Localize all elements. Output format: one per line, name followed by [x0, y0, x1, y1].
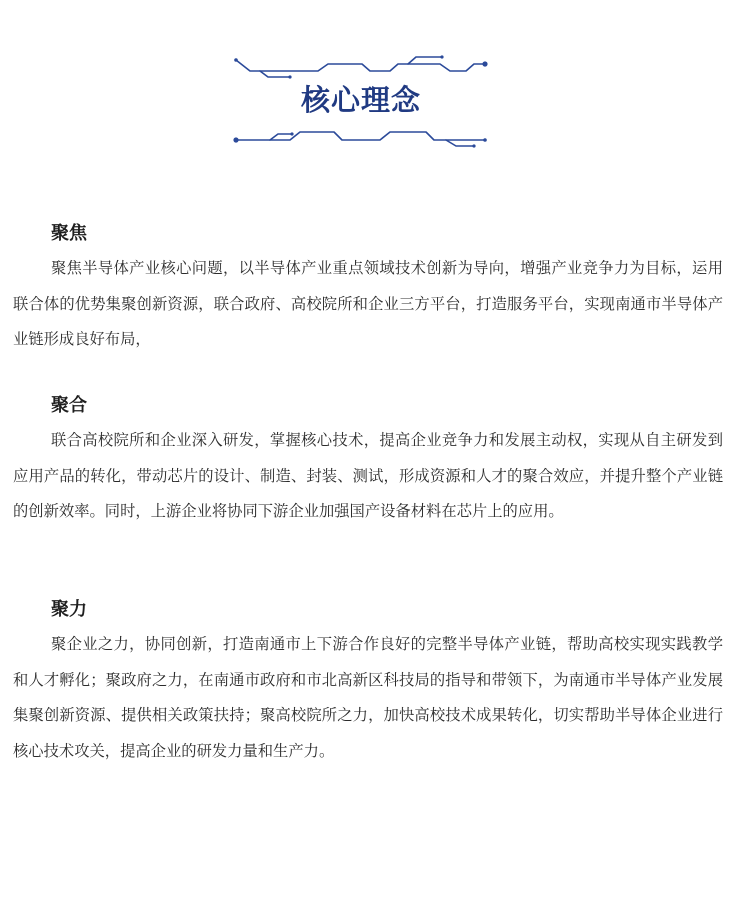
section-aggregate	[13, 393, 723, 530]
section-heading: 聚合	[51, 395, 87, 416]
section-body: 联合高校院所和企业深入研发，掌握核心技术，提高企业竞争力和发展主动权，实现从自主研发到应用产品的转化，带动芯片的设计、制造、封装、测试，形成资源和人才的聚合效应，并提升整个产业链的创新效率。同时，上游企业将协同下游企业加强国产设备材料在芯片上的应用。	[13, 431, 723, 520]
section-strength	[13, 597, 723, 769]
page-title: 核心理念	[300, 83, 421, 117]
page-header	[230, 52, 492, 148]
section-focus	[13, 221, 723, 358]
section-heading: 聚焦	[51, 223, 87, 244]
section-body: 聚企业之力，协同创新，打造南通市上下游合作良好的完整半导体产业链，帮助高校实现实践教学和人才孵化；聚政府之力，在南通市政府和市北高新区科技局的指导和带领下，为南通市半导体产业发展集聚创新资源、提供相关政策扶持；聚高校院所之力，加快高校技术成果转化，切实帮助半导体企业进行核心技术攻关，提高企业的研发力量和生产力。	[13, 635, 723, 760]
section-body: 聚焦半导体产业核心问题，以半导体产业重点领域技术创新为导向，增强产业竞争力为目标，运用联合体的优势集聚创新资源，联合政府、高校院所和企业三方平台，打造服务平台，实现南通市半导体产业链形成良好布局，	[13, 259, 723, 348]
section-heading: 聚力	[51, 599, 87, 620]
